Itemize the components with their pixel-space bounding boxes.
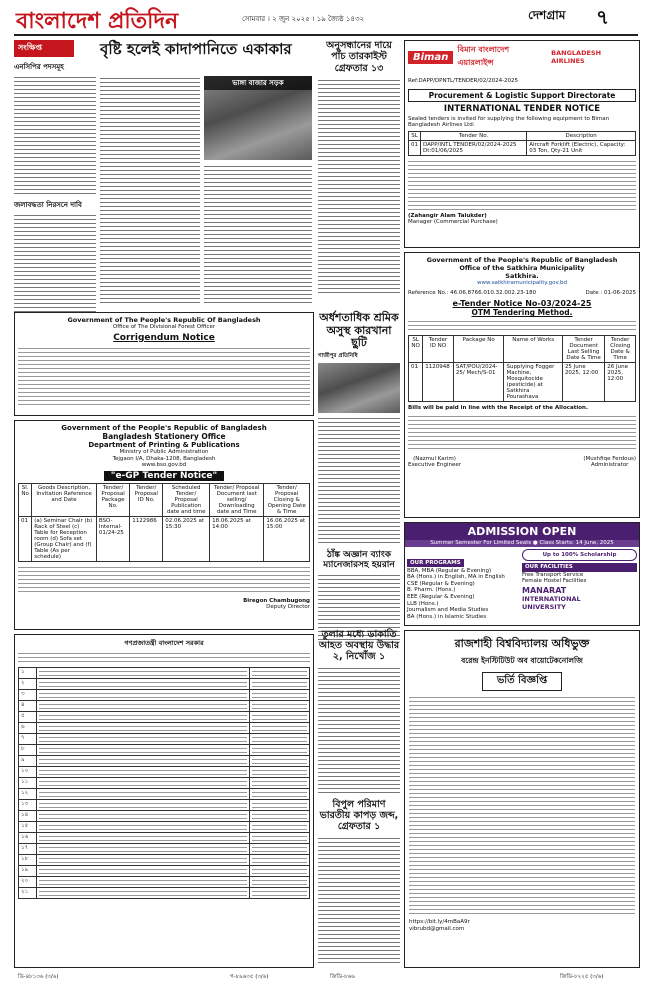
biman-cell-no: DAPP/INTL TENDER/02/2024-2025 Dt:01/06/2025 [421,140,527,155]
gov-table-desc [37,679,250,690]
satkhira-th: Tender Closing Date & Time [605,336,636,363]
egp-th: Tender/ Proposal ID No. [130,483,163,516]
rajshahi-website: https://bit.ly/4mBaA9r [409,919,470,925]
gov-table-desc [37,844,250,855]
ad-code-1: ডি-৪৮১৩৬ (৩/৬) [18,974,59,980]
satkhira-office: Office of the Satkhira Municipality [459,264,585,272]
biman-th-sl: SL [409,131,421,140]
corrigendum-gov: Government of The People's Republic Of Bangladesh [67,316,261,324]
section-name: দেশগ্রাম [528,8,566,22]
story-arrest [318,40,400,310]
egp-table [18,483,310,562]
gov-table-row [19,679,310,690]
egp-web: www.bso.gov.bd [141,462,187,469]
egp-gov: Government of the People's Republic of Bangladesh [61,424,267,432]
gov-table-desc [37,800,250,811]
satkhira-table [408,335,636,402]
egp-cell: 1122986 [130,516,163,561]
gov-table-qty [250,723,310,734]
satkhira-th: SL NO [409,336,423,363]
uni-name-1: MANARAT [522,585,567,595]
satkhira-sign1: (Nazmul Karim) [413,455,456,462]
egp-office: Bangladesh Stationery Office [102,432,226,441]
egp-cell: 02.06.2025 at 15:30 [163,516,210,561]
gov-table-sl: ১০ [19,767,37,778]
biman-table [408,131,636,156]
story-workers-block [318,312,400,622]
lead-story [100,40,312,308]
gov-table-qty [250,855,310,866]
gov-table-qty [250,756,310,767]
program-item: EEE (Regular & Evening) [407,593,475,600]
brief-title-1: এনসিপির পদসমূহ [14,63,64,71]
satkhira-notice-title: e-Tender Notice No-03/2024-25 [452,299,592,309]
gov-table-qty [250,789,310,800]
biman-tender-ad [404,40,640,248]
gov-table-sl: ৫ [19,712,37,723]
egp-cell: 18.06.2025 at 14:00 [210,516,264,561]
gov-table-row [19,888,310,899]
scholarship-badge: Up to 100% Scholarship [522,549,637,562]
gov-table-intro [18,651,310,665]
uni-name-3: UNIVERSITY [522,602,566,611]
biman-cell-sl: 01 [409,140,421,155]
story-cloth-title: বিপুল পরিমাণ ভারতীয় কাপড় জব্দ, গ্রেফতার ১ [319,798,399,832]
gov-table-desc [37,822,250,833]
gov-table-qty [250,690,310,701]
egp-cell: 16.06.2025 at 15:00 [264,516,310,561]
satkhira-cell: 26 June 2025, 12:00 [605,363,636,402]
egp-th: Tender/ Proposal Package No. [96,483,129,516]
egp-sign-role: Deputy Director [266,604,310,611]
program-item: LLB (Hons.) [407,600,439,607]
facility-hostel: Female Hostel Facilities [522,578,587,585]
gov-table-desc [37,745,250,756]
program-item: B. Pharm. (Hons.) [407,587,456,594]
gov-table-sl: ১৫ [19,822,37,833]
gov-table-qty [250,844,310,855]
gov-table-qty [250,734,310,745]
header-rule [14,34,638,36]
satkhira-cell: Supplying Fogger Machine, Mosquitocide (pesticide) at Satkhira Pourashava [504,363,562,402]
gov-table-desc [37,734,250,745]
egp-cell: (a) Seminar Chair (b) Rack of Steel (c) Table for Reception room (d) Sofa set (Group Chair) and (f) Table (As per schedule) [32,516,97,561]
gov-table-row [19,866,310,877]
gov-table-desc [37,866,250,877]
egp-address: Tejgaon I/A, Dhaka-1208, Bangladesh [112,455,216,462]
program-item: Journalism and Media Studies [407,607,489,614]
gov-table-row [19,712,310,723]
gov-table-desc [37,811,250,822]
biman-th-desc: Description [527,131,636,140]
gov-table-row [19,701,310,712]
gov-table-row [19,745,310,756]
gov-table-qty [250,822,310,833]
gov-table-qty [250,712,310,723]
biman-logo: Biman [408,51,453,64]
biman-name-bn: বিমান বাংলাদেশ এয়ারলাইন্স [457,45,510,67]
satkhira-city: Satkhira. [505,272,539,280]
gov-table-row [19,734,310,745]
gov-table-sl: ১৪ [19,811,37,822]
satkhira-date: Date : 01-06-2025 [585,289,636,296]
corrigendum-office: Office of The Divisional Forest Officer [112,324,216,330]
gov-table-row [19,668,310,679]
gov-table-sl: ১ [19,668,37,679]
egp-th: Scheduled Tender/ Proposal Publication date and time [163,483,210,516]
rajshahi-title: রাজশাহী বিশ্ববিদ্যালয় অধিভুক্ত [454,637,590,650]
satkhira-tender-ad [404,252,640,518]
gov-table-qty [250,877,310,888]
admission-title: ADMISSION OPEN [405,523,639,540]
gov-table-sl: ১৯ [19,866,37,877]
gov-table-sl: ৭ [19,734,37,745]
gov-table-sl: ২ [19,679,37,690]
gov-table-sl: ১৭ [19,844,37,855]
gov-table-row [19,811,310,822]
briefs-header: সংক্ষিপ্ত [14,40,74,57]
gov-table-sl: ৪ [19,701,37,712]
rajshahi-body [409,695,635,915]
admission-sub: Summer Semester For Limited Seats ● Class Starts: 14 June, 2025 [405,540,639,547]
satkhira-cell: 1120948 [423,363,454,402]
programs-list [407,568,518,621]
gov-table-desc [37,712,250,723]
ad-code-2: গ-৮৯৬৩৫ (৩/৬) [230,974,269,980]
gov-table-qty [250,767,310,778]
satkhira-ref: Reference No.: 46.06.8766.010.32.002.23-180 [408,289,537,296]
ad-code-3: জিডি-৮৬৬ [330,974,355,980]
egp-th: Tender/ Proposal Document last selling/ Downloading date and Time [210,483,264,516]
gov-table-desc [37,723,250,734]
gov-table-row [19,767,310,778]
story-workers-title: অর্ধশতাধিক শ্রমিক অসুস্থ কারখানা ছুটি [319,311,399,350]
biman-th-no: Tender No. [421,131,527,140]
satkhira-cell: 25 June 2025, 12:00 [562,363,604,402]
egp-dept: Department of Printing & Publications [88,441,240,449]
facilities-header: OUR FACILITIES [522,563,637,572]
biman-dept: Procurement & Logistic Support Directorate [408,89,636,102]
programs-header: OUR PROGRAMS [407,559,464,568]
gov-table-row [19,833,310,844]
gov-table-qty [250,833,310,844]
satkhira-th: Package No [453,336,504,363]
lead-caption: ভাঙ্গা বাজার সড়ক [204,76,312,90]
newspaper-logo: বাংলাদেশ প্রতিদিন [16,8,179,34]
rajshahi-sub: বরেন্দ্র ইনস্টিটিউট অব বায়োটেকনোলজি [461,656,583,665]
brief-title-2: জলাবদ্ধতা নিরসনে দাবি [14,201,82,209]
gov-table-desc [37,877,250,888]
satkhira-th: Tender Document Last Selling Date & Time [562,336,604,363]
gov-table-row [19,822,310,833]
biman-contact-role: Manager (Commercial Purchase) [408,219,498,226]
gov-table-sl: ১৩ [19,800,37,811]
lead-text-a [100,76,200,306]
program-item: BA (Hons.) in English, MA in English [407,574,505,581]
gov-table-qty [250,679,310,690]
satkhira-note: Bills will be paid in line with the Receipt of the Allocation. [408,405,588,412]
gov-table-row [19,723,310,734]
satkhira-th: Name of Works [504,336,562,363]
gov-table-desc [37,789,250,800]
gov-table-qty [250,668,310,679]
gov-table-row [19,877,310,888]
ad-code-4: জিডি-৮২২৫ (৩/৬) [560,974,604,980]
satkhira-sign2: (Mushfiqe Ferdous) [583,455,636,462]
brief-text-1 [14,75,96,195]
gov-table-qty [250,800,310,811]
egp-th: Tender/ Proposal Closing & Opening Date & Time [264,483,310,516]
rajshahi-notice: ভর্তি বিজ্ঞপ্তি [482,672,562,691]
gov-table [18,667,310,899]
gov-table-qty [250,866,310,877]
satkhira-web: www.satkhiramunicipality.gov.bd [476,280,568,286]
briefs-column [14,40,96,310]
program-item: BA (Hons.) in Islamic Studies [407,613,487,620]
gov-table-desc [37,767,250,778]
egp-sign: Biregon Chambugong [243,597,310,604]
egp-cell: BSO-Internal-01/24-25 [96,516,129,561]
gov-table-row [19,778,310,789]
story-cloth-text [318,836,400,966]
program-item: CSE (Regular & Evening) [407,580,475,587]
story-robbery-text [318,666,400,796]
masthead [0,0,650,44]
gov-table-desc [37,888,250,899]
gov-table-sl: ৮ [19,745,37,756]
satkhira-cell: SAT/POU/2024-25/ Mech/S-01 [453,363,504,402]
gov-table-sl: ১২ [19,789,37,800]
gov-table-sl: ১৬ [19,833,37,844]
biman-intro: Sealed tenders is invited for supplying the following equipment to Biman Bangladesh Airlines Ltd: [408,115,610,129]
lead-text-b [204,164,312,306]
biman-cell-desc: Aircraft Forklift (Electric), Capacity: 03 Ton, Qty-21 Unit [527,140,636,155]
gov-table-sl: ৯ [19,756,37,767]
lead-headline: বৃষ্টি হলেই কাদাপানিতে একাকার [100,40,292,58]
gov-table-row [19,800,310,811]
satkhira-sign1-role: Executive Engineer [408,462,462,469]
gov-table-sl: ৬ [19,723,37,734]
biman-notice-title: INTERNATIONAL TENDER NOTICE [443,103,601,114]
uni-name-2: INTERNATIONAL [522,594,581,603]
story-workers-byline: গাজীপুর প্রতিনিধি [318,352,358,359]
admission-ad [404,522,640,626]
satkhira-cell: 01 [409,363,423,402]
egp-th: Goods Description, Invitation Reference and Date [32,483,97,516]
satkhira-sign2-role: Administrator [590,462,629,469]
gov-table-header: গণপ্রজাতন্ত্রী বাংলাদেশ সরকার [124,639,204,647]
gov-table-sl: ৩ [19,690,37,701]
gov-table-desc [37,855,250,866]
header-date: সোমবার । ২ জুন ২০২৫ । ১৯ জ্যৈষ্ঠ ১৪৩২ [242,15,365,23]
gov-table-desc [37,701,250,712]
page-number: ৭ [596,5,610,29]
gov-table-row [19,844,310,855]
story-robbery-title: তুলার মধ্যে ডাকাতি আহত অবস্থায় উদ্ধার ২, নিখোঁজ ১ [318,629,400,662]
story-arrest-text [318,78,400,294]
story-workers-text [318,416,400,546]
gov-table-qty [250,778,310,789]
brief-text-2 [14,213,96,313]
gov-table-desc [37,833,250,844]
satkhira-th: Tender ID NO [423,336,454,363]
egp-title: "e-GP Tender Notice" [104,471,224,481]
facility-transport: Free Transport Service [522,571,584,578]
story-workers-photo [318,363,400,413]
gov-table-sl: ২০ [19,877,37,888]
satkhira-method: OTM Tendering Method. [471,308,573,318]
biman-ref: Ref:DAPP/DPNTL/TENDER/02/2024-2025 [408,78,519,84]
biman-contact: (Zahangir Alam Talukder) [408,212,487,219]
gov-table-qty [250,745,310,756]
gov-table-desc [37,756,250,767]
gov-table-qty [250,888,310,899]
corrigendum-body [18,346,310,408]
rajshahi-email: vibrubd@gmail.com [409,925,465,932]
gov-table-qty [250,811,310,822]
gov-table-ad [14,634,314,968]
biman-name-en: BANGLADESH AIRLINES [551,49,602,65]
egp-tender-ad [14,420,314,630]
gov-table-row [19,756,310,767]
story-robbery-block [318,630,400,970]
gov-table-row [19,855,310,866]
corrigendum-ad [14,312,314,416]
satkhira-body [408,414,636,450]
gov-table-desc [37,668,250,679]
story-bank-title: ঠাঁঙ্ক অজ্ঞান ব্যাংক ম্যানেজারসহ হয়রান [323,549,395,570]
egp-cell: 01 [19,516,32,561]
program-item: BBA, MBA (Regular & Evening) [407,567,492,574]
satkhira-intro [408,319,636,333]
gov-table-qty [250,701,310,712]
gov-table-row [19,789,310,800]
egp-ministry: Ministry of Public Administration [119,449,209,455]
biman-body [408,159,636,211]
gov-table-sl: ১৮ [19,855,37,866]
egp-body [18,565,310,595]
story-arrest-headline: অনুসন্ধানের দায়ে পাঁচ তারকাইস্ট গ্রেফতার ১৩ [326,40,392,74]
gov-table-row [19,690,310,701]
gov-table-desc [37,778,250,789]
gov-table-sl: ২১ [19,888,37,899]
corrigendum-title: Corrigendum Notice [113,332,215,343]
gov-table-sl: ১১ [19,778,37,789]
egp-th: Sl. No [19,483,32,516]
satkhira-gov: Government of the People's Republic of Bangladesh [426,256,618,264]
rajshahi-ad [404,630,640,968]
gov-table-desc [37,690,250,701]
